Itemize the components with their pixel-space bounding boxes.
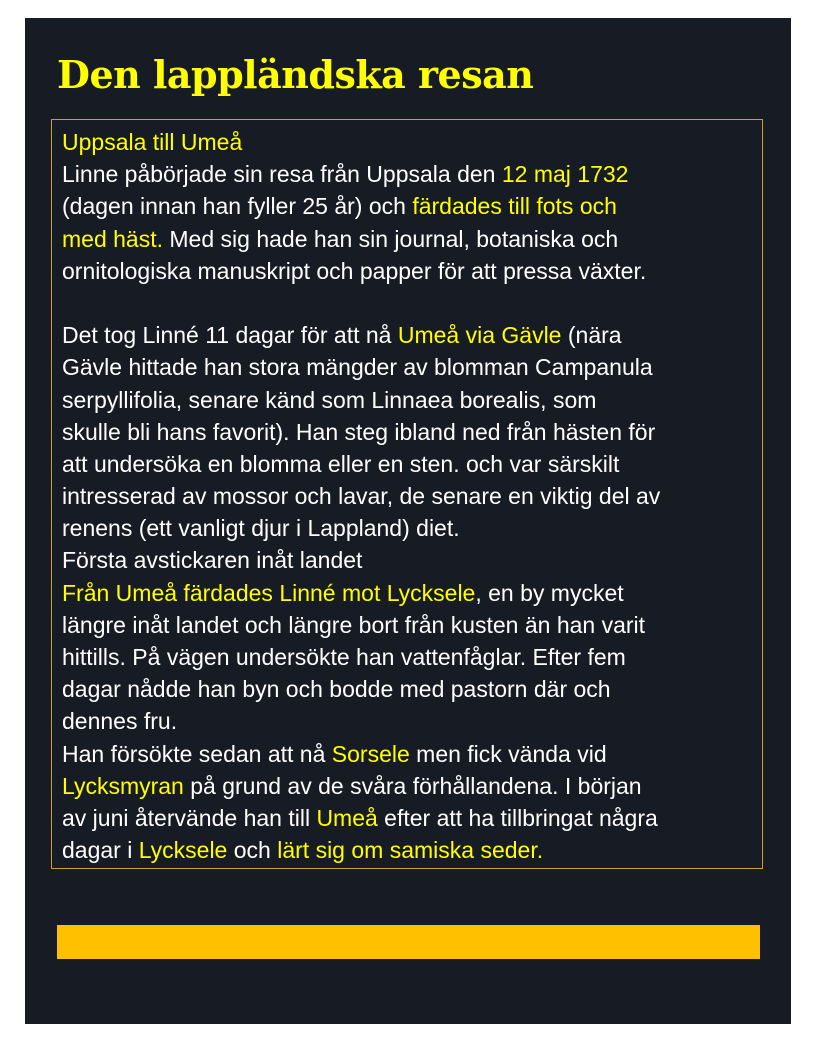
text-line [62, 351, 752, 383]
accent-bar [57, 925, 760, 959]
highlighted-text: Uppsala till Umeå [62, 129, 243, 155]
highlighted-text: Umeå [316, 804, 378, 831]
text-segment: , en by mycket [475, 579, 624, 606]
text-line [62, 512, 752, 544]
text-segment: efter att ha tillbringat några [377, 804, 658, 831]
text-segment: Det tog Linné 11 dagar för att nå [62, 322, 398, 349]
text-line [62, 802, 752, 834]
text-segment: (nära [561, 322, 622, 349]
highlighted-text: Lycksele [138, 837, 228, 864]
text-segment: längre inåt landet och längre bort från kusten än han varit [62, 611, 646, 638]
highlighted-text: Från Umeå färdades Linné mot Lycksele [62, 579, 476, 606]
highlighted-text: färdades till fots och [412, 193, 617, 220]
text-line [62, 641, 752, 673]
text-line [62, 834, 752, 866]
slide [25, 18, 791, 1024]
text-line [62, 673, 752, 705]
text-segment: Han försökte sedan att nå [62, 740, 332, 767]
text-line [62, 384, 752, 416]
text-line [62, 255, 752, 287]
text-segment: (dagen innan han fyller 25 år) och [62, 193, 413, 220]
text-segment: Med sig hade han sin journal, botaniska och [163, 225, 619, 252]
text-line [62, 577, 752, 609]
text-segment: dennes fru. [62, 708, 178, 735]
body-text-box [51, 119, 763, 869]
highlighted-text: 12 maj 1732 [501, 161, 629, 188]
text-segment: renens (ett vanligt djur i Lappland) diet. [62, 515, 460, 542]
text-line [62, 480, 752, 512]
text-segment: av juni återvände han till [62, 804, 317, 831]
text-segment: ornitologiska manuskript och papper för att pressa växter. [62, 257, 647, 284]
text-line [62, 609, 752, 641]
text-segment: hittills. På vägen undersökte han vattenfåglar. Efter fem [62, 644, 626, 670]
page-title: Den lappländska resan [57, 52, 534, 97]
text-segment: skulle bli hans favorit). Han steg ibland ned från hästen för [62, 418, 656, 445]
text-segment: Gävle hittade han stora mängder av blomman Campanula [62, 354, 653, 381]
text-segment: att undersöka en blomma eller en sten. och var särskilt [62, 450, 620, 477]
highlighted-text: Lycksmyran [62, 772, 184, 799]
text-segment: serpyllifolia, senare känd som Linnaea borealis, som [62, 386, 597, 413]
text-line [62, 223, 752, 255]
text-line [62, 319, 752, 351]
blank-line [62, 287, 752, 319]
text-line [62, 770, 752, 802]
text-line [62, 190, 752, 222]
text-segment: på grund av de svåra förhållandena. I början [183, 772, 642, 799]
text-line [62, 448, 752, 480]
highlighted-text: lärt sig om samiska seder. [277, 837, 544, 864]
text-line [62, 705, 752, 737]
text-segment: dagar nådde han byn och bodde med pastorn där och [62, 676, 611, 703]
text-segment: dagar i [62, 837, 139, 864]
text-segment: men fick vända vid [409, 740, 607, 767]
text-segment: Första avstickaren inåt landet [62, 547, 363, 574]
text-line [62, 416, 752, 448]
text-line [62, 544, 752, 576]
highlighted-text: Umeå via Gävle [397, 322, 562, 349]
text-segment: Linne påbörjade sin resa från Uppsala den [62, 161, 502, 188]
text-line [62, 158, 752, 190]
highlighted-text: med häst. [62, 225, 163, 252]
text-segment: intresserad av mossor och lavar, de senare en viktig del av [62, 483, 661, 510]
text-segment: och [227, 837, 278, 864]
text-line [62, 126, 752, 158]
highlighted-text: Sorsele [331, 740, 410, 767]
text-line [62, 738, 752, 770]
